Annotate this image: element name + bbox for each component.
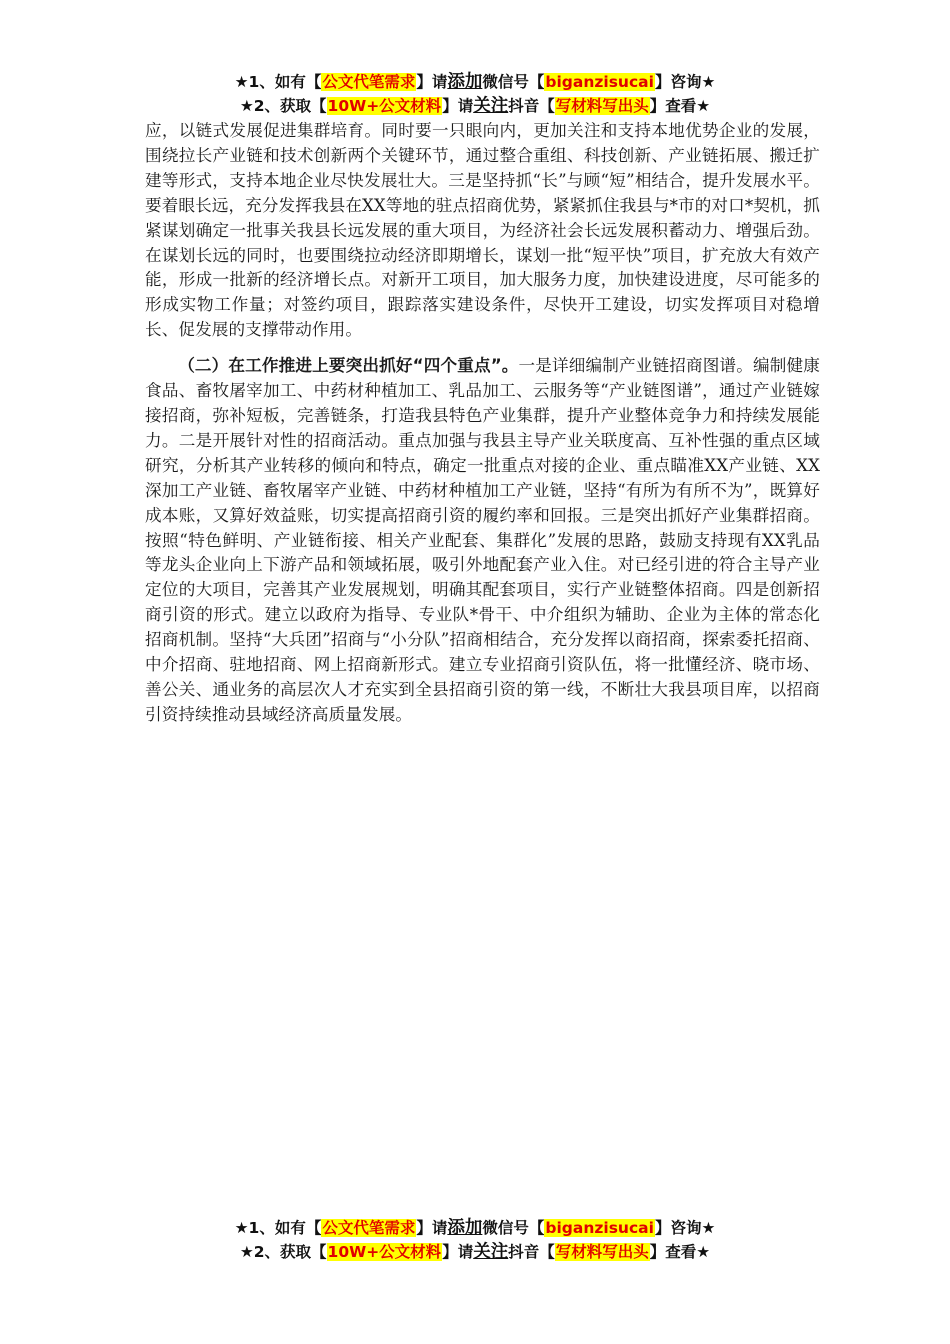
banner-text: 】查看★ bbox=[649, 97, 711, 115]
paragraph-2-text: 一是详细编制产业链招商图谱。编制健康食品、畜牧屠宰加工、中药材种植加工、乳品加工、云服务等“产业链图谱”，通过产业链嫁接招商，弥补短板，完善链条，打造我县特色产业集群，提升产业整体竞争力和持续发展能力。二是开展针对性的招商活动。重点加强与我县主导产业关联度高、互补性强的重点区域研究，分析其产业转移的倾向和特点，确定一批重点对接的企业、重点瞄准XX产业链、XX深加工产业链、畜牧屠宰产业链、中药材种植加工产业链，坚持“有所为有所不为”，既算好成本账，又算好效益账，切实提高招商引资的履约率和回报。三是突出抓好产业集群招商。按照“特色鲜明、产业链衔接、相关产业配套、集群化”发展的思路，鼓励支持现有XX乳品等龙头企业向上下游产品和领域拓展，吸引外地配套产业入住。对已经引进的符合主导产业定位的大项目，完善其产业发展规划，明确其配套项目，实行产业链整体招商。四是创新招商引资的形式。建立以政府为指导、专业队*骨干、中介组织为辅助、企业为主体的常态化招商机制。坚持“大兵团”招商与“小分队”招商相结合，充分发挥以商招商，探索委托招商、中介招商、驻地招商、网上招商新形式。建立专业招商引资队伍，将一批懂经济、晓市场、善公关、通业务的高层次人才充实到全县招商引资的第一线，不断壮大我县项目库，以招商引资持续推动县域经济高质量发展。 bbox=[145, 356, 820, 724]
highlight-service: 公文代笔需求 bbox=[322, 1219, 416, 1237]
banner-line-1 bbox=[0, 70, 950, 94]
banner-text: 微信号【 bbox=[482, 73, 545, 91]
banner-emphasis: 添加 bbox=[447, 1218, 483, 1238]
highlight-wechat-id: biganzisucai bbox=[545, 73, 654, 91]
banner-emphasis: 关注 bbox=[473, 1242, 509, 1262]
banner-text: 】请 bbox=[416, 73, 448, 91]
paragraph-1: 应，以链式发展促进集群培育。同时要一只眼向内，更加关注和支持本地优势企业的发展，围绕拉长产业链和技术创新两个关键环节，通过整合重组、科技创新、产业链拓展、搬迁扩建等形式，支持本地企业尽快发展壮大。三是坚持抓“长”与顾“短”相结合，提升发展水平。要着眼长远，充分发挥我县在XX等地的驻点招商优势，紧紧抓住我县与*市的对口*契机，抓紧谋划确定一批事关我县长远发展的重大项目，为经济社会长远发展积蓄动力、增强后劲。在谋划长远的同时，也要围绕拉动经济即期增长，谋划一批“短平快”项目，扩充放大有效产能，形成一批新的经济增长点。对新开工项目，加大服务力度，加快建设进度，尽可能多的形成实物工作量；对签约项目，跟踪落实建设条件，尽快开工建设，切实发挥项目对稳增长、促发展的支撑带动作用。 bbox=[145, 121, 820, 340]
banner-text: 抖音【 bbox=[508, 1243, 555, 1261]
banner-text: 】咨询★ bbox=[654, 1219, 716, 1237]
highlight-service: 公文代笔需求 bbox=[322, 73, 416, 91]
banner-emphasis: 添加 bbox=[447, 72, 483, 92]
highlight-douyin-account: 写材料写出头 bbox=[555, 1243, 649, 1261]
header-banner bbox=[0, 70, 950, 118]
banner-text: ★2、获取【 bbox=[239, 1243, 327, 1261]
banner-text: 】查看★ bbox=[649, 1243, 711, 1261]
banner-line-2 bbox=[0, 94, 950, 118]
banner-text: 微信号【 bbox=[482, 1219, 545, 1237]
banner-line-2 bbox=[0, 1240, 950, 1264]
highlight-materials: 10W+公文材料 bbox=[327, 97, 442, 115]
footer-banner bbox=[0, 1216, 950, 1264]
banner-text: 】请 bbox=[442, 1243, 474, 1261]
section-heading: （二）在工作推进上要突出抓好“四个重点”。 bbox=[178, 356, 519, 376]
highlight-wechat-id: biganzisucai bbox=[545, 1219, 654, 1237]
banner-text: 】请 bbox=[416, 1219, 448, 1237]
banner-text: 】咨询★ bbox=[654, 73, 716, 91]
banner-text: 抖音【 bbox=[508, 97, 555, 115]
banner-text: ★2、获取【 bbox=[239, 97, 327, 115]
highlight-douyin-account: 写材料写出头 bbox=[555, 97, 649, 115]
highlight-materials: 10W+公文材料 bbox=[327, 1243, 442, 1261]
document-body bbox=[145, 119, 820, 728]
paragraph-2 bbox=[145, 354, 820, 728]
banner-emphasis: 关注 bbox=[473, 96, 509, 116]
banner-text: 】请 bbox=[442, 97, 474, 115]
banner-text: ★1、如有【 bbox=[234, 73, 322, 91]
banner-line-1 bbox=[0, 1216, 950, 1240]
banner-text: ★1、如有【 bbox=[234, 1219, 322, 1237]
